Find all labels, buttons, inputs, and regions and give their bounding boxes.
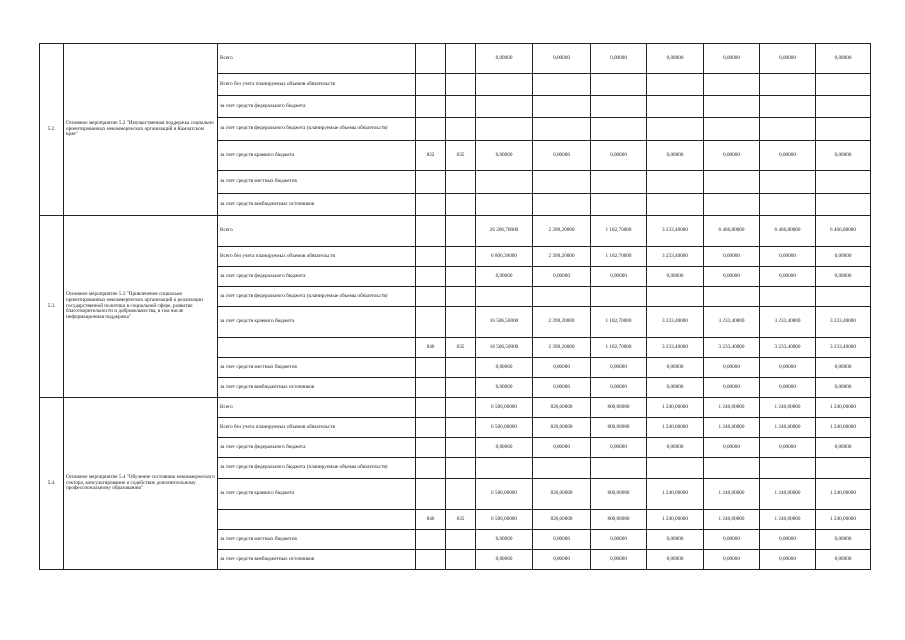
funding-source: за счет средств федерального бюджета [218,96,416,118]
section-code [446,550,476,570]
amount-cell: 1 240,00000 [704,398,760,418]
budget-table [39,43,871,570]
amount-cell [647,74,704,96]
section-code [446,118,476,141]
funding-source: Всего без учета планируемых объемов обязательств [218,418,416,438]
amount-cell [704,458,760,479]
amount-cell: 1 240,00000 [647,418,704,438]
amount-cell [533,96,591,118]
section-code [446,398,476,418]
amount-cell: 1 240,00000 [816,479,871,510]
amount-cell [591,171,647,194]
table-row [40,398,871,418]
amount-cell: 1 240,00000 [816,510,871,530]
grbs-code [416,358,446,378]
amount-cell [647,171,704,194]
amount-cell [476,118,533,141]
amount-cell [704,194,760,216]
section-code [446,96,476,118]
grbs-code [416,287,446,307]
amount-cell: 0,00000 [816,550,871,570]
amount-cell: 820,00000 [533,479,591,510]
amount-cell: 800,00000 [591,479,647,510]
amount-cell [760,287,816,307]
amount-cell: 0,00000 [704,530,760,550]
amount-cell [476,74,533,96]
grbs-code: 846 [416,338,446,358]
amount-cell: 0,00000 [760,44,816,74]
amount-cell: 0,00000 [760,530,816,550]
amount-cell [591,74,647,96]
funding-source: за счет средств федерального бюджета (планируемые объемы обязательств) [218,118,416,141]
amount-cell: 0,00000 [816,247,871,267]
grbs-code [416,74,446,96]
amount-cell: 1 240,00000 [760,479,816,510]
amount-cell: 0,00000 [760,358,816,378]
funding-source: Всего [218,398,416,418]
funding-source: за счет средств местных бюджетов [218,358,416,378]
amount-cell [816,118,871,141]
amount-cell: 0,00000 [591,378,647,398]
section-code [446,438,476,458]
amount-cell [476,194,533,216]
amount-cell: 0,00000 [760,141,816,171]
grbs-code [416,118,446,141]
amount-cell [704,74,760,96]
amount-cell: 0,00000 [647,378,704,398]
amount-cell [760,194,816,216]
amount-cell [704,118,760,141]
amount-cell: 0,00000 [476,438,533,458]
amount-cell: 0,00000 [533,378,591,398]
amount-cell: 0,00000 [591,438,647,458]
amount-cell: 1 182,70000 [591,338,647,358]
amount-cell: 0,00000 [760,438,816,458]
section-code [446,530,476,550]
amount-cell: 2 390,20000 [533,216,591,247]
amount-cell [533,74,591,96]
amount-cell: 0,00000 [760,247,816,267]
amount-cell: 0,00000 [816,267,871,287]
amount-cell: 6 466,80000 [816,216,871,247]
amount-cell: 0,00000 [704,438,760,458]
amount-cell: 6 580,00000 [476,510,533,530]
amount-cell [816,458,871,479]
grbs-code [416,438,446,458]
amount-cell: 0,00000 [704,44,760,74]
funding-source: за счет средств внебюджетных источников [218,194,416,216]
amount-cell [533,171,591,194]
section-code [446,378,476,398]
amount-cell [533,118,591,141]
section-code [446,307,476,338]
funding-source: Всего без учета планируемых объемов обязательств [218,74,416,96]
amount-cell: 0,00000 [816,44,871,74]
amount-cell [533,287,591,307]
amount-cell: 0,00000 [647,438,704,458]
amount-cell [704,96,760,118]
amount-cell: 1 240,00000 [760,510,816,530]
amount-cell: 0,00000 [704,247,760,267]
section-code [446,267,476,287]
funding-source: за счет средств краевого бюджета [218,307,416,338]
amount-cell: 0,00000 [476,44,533,74]
funding-source: за счет средств федерального бюджета (планируемые объемы обязательств) [218,458,416,479]
amount-cell: 0,00000 [760,378,816,398]
amount-cell: 0,00000 [533,141,591,171]
amount-cell [760,118,816,141]
amount-cell: 1 240,00000 [704,479,760,510]
grbs-code [416,44,446,74]
amount-cell: 820,00000 [533,510,591,530]
amount-cell: 0,00000 [816,438,871,458]
amount-cell [591,96,647,118]
amount-cell: 0,00000 [533,44,591,74]
amount-cell: 0,00000 [476,141,533,171]
amount-cell: 1 240,00000 [647,398,704,418]
amount-cell: 0,00000 [533,267,591,287]
amount-cell: 0,00000 [816,358,871,378]
amount-cell: 1 182,70000 [591,307,647,338]
amount-cell: 0,00000 [591,530,647,550]
section-number: 5.2. [40,44,64,216]
amount-cell [591,287,647,307]
funding-source [218,338,416,358]
grbs-code [416,171,446,194]
section-number: 5.3. [40,216,64,398]
amount-cell: 1 240,00000 [647,510,704,530]
grbs-code [416,216,446,247]
amount-cell [476,287,533,307]
amount-cell: 800,00000 [591,418,647,438]
amount-cell: 0,00000 [647,358,704,378]
funding-source: за счет средств местных бюджетов [218,171,416,194]
amount-cell: 3 233,40000 [760,338,816,358]
amount-cell: 0,00000 [704,358,760,378]
amount-cell: 6 466,80000 [704,216,760,247]
amount-cell: 0,00000 [591,358,647,378]
funding-source: Всего [218,216,416,247]
section-description: Основное мероприятие 5.3 "Привлечение социально ориентированных некоммерческих организаций к реализации государственной политики в социальной сфере, развитие благотворительности и добровольчества, в том числе информационная поддержка" [64,216,218,398]
section-code: 035 [446,510,476,530]
amount-cell: 1 240,00000 [704,510,760,530]
section-code [446,44,476,74]
amount-cell: 0,00000 [476,378,533,398]
amount-cell [816,74,871,96]
funding-source: за счет средств внебюджетных источников [218,378,416,398]
grbs-code [416,307,446,338]
amount-cell: 0,00000 [704,267,760,287]
table-row [40,44,871,74]
amount-cell: 1 240,00000 [647,479,704,510]
amount-cell: 0,00000 [591,44,647,74]
section-code [446,458,476,479]
amount-cell: 0,00000 [533,550,591,570]
amount-cell: 6 580,00000 [476,479,533,510]
amount-cell: 0,00000 [816,141,871,171]
section-code: 035 [446,141,476,171]
funding-source: Всего [218,44,416,74]
funding-source: Всего без учета планируемых объемов обязательств [218,247,416,267]
amount-cell: 0,00000 [647,267,704,287]
grbs-code [416,530,446,550]
amount-cell: 16 506,50000 [476,338,533,358]
amount-cell [816,171,871,194]
amount-cell [476,171,533,194]
amount-cell: 0,00000 [704,141,760,171]
section-code [446,418,476,438]
amount-cell [533,458,591,479]
grbs-code [416,458,446,479]
section-code [446,358,476,378]
amount-cell: 2 390,20000 [533,247,591,267]
section-code [446,216,476,247]
amount-cell: 3 233,40000 [816,338,871,358]
amount-cell [476,96,533,118]
amount-cell [647,194,704,216]
amount-cell: 1 182,70000 [591,247,647,267]
amount-cell: 6 580,00000 [476,398,533,418]
amount-cell: 1 240,00000 [760,398,816,418]
amount-cell: 0,00000 [760,267,816,287]
amount-cell: 0,00000 [533,530,591,550]
amount-cell: 0,00000 [704,550,760,570]
amount-cell [647,96,704,118]
grbs-code [416,479,446,510]
funding-source: за счет средств краевого бюджета [218,479,416,510]
amount-cell: 6 806,30000 [476,247,533,267]
amount-cell [647,458,704,479]
amount-cell: 0,00000 [647,530,704,550]
amount-cell [647,118,704,141]
table-row [40,216,871,247]
amount-cell: 0,00000 [533,358,591,378]
amount-cell: 3 233,40000 [647,307,704,338]
amount-cell [760,74,816,96]
amount-cell [704,287,760,307]
grbs-code [416,247,446,267]
section-code [446,287,476,307]
amount-cell [591,194,647,216]
grbs-code [416,267,446,287]
amount-cell: 0,00000 [647,550,704,570]
amount-cell [760,96,816,118]
amount-cell: 1 182,70000 [591,216,647,247]
amount-cell: 0,00000 [591,267,647,287]
section-code [446,247,476,267]
amount-cell: 0,00000 [476,267,533,287]
grbs-code [416,418,446,438]
amount-cell: 820,00000 [533,418,591,438]
amount-cell: 0,00000 [476,550,533,570]
amount-cell [591,118,647,141]
grbs-code [416,550,446,570]
funding-source [218,510,416,530]
amount-cell: 6 466,80000 [760,216,816,247]
grbs-code: 846 [416,510,446,530]
section-code [446,479,476,510]
amount-cell: 3 233,40000 [760,307,816,338]
amount-cell: 0,00000 [816,378,871,398]
amount-cell: 800,00000 [591,510,647,530]
amount-cell: 3 233,40000 [704,338,760,358]
section-code [446,194,476,216]
amount-cell: 3 233,40000 [647,216,704,247]
amount-cell: 2 390,20000 [533,307,591,338]
grbs-code [416,398,446,418]
amount-cell [816,287,871,307]
amount-cell: 0,00000 [533,438,591,458]
section-description: Основное мероприятие 5.2 "Имущественная поддержка социально ориентированных некоммерческих организаций в Камчатском крае" [64,44,218,216]
amount-cell: 0,00000 [591,141,647,171]
amount-cell [647,287,704,307]
grbs-code: 822 [416,141,446,171]
table-body [40,44,871,570]
amount-cell: 1 240,00000 [816,398,871,418]
amount-cell: 1 240,00000 [704,418,760,438]
grbs-code [416,194,446,216]
amount-cell: 16 506,50000 [476,307,533,338]
section-code [446,171,476,194]
amount-cell: 1 240,00000 [760,418,816,438]
section-number: 5.4. [40,398,64,570]
amount-cell [760,458,816,479]
amount-cell: 0,00000 [704,378,760,398]
grbs-code [416,96,446,118]
amount-cell: 3 233,40000 [647,247,704,267]
amount-cell: 0,00000 [647,44,704,74]
amount-cell: 3 233,40000 [647,338,704,358]
amount-cell [760,171,816,194]
amount-cell: 3 233,40000 [704,307,760,338]
amount-cell [476,458,533,479]
amount-cell: 800,00000 [591,398,647,418]
amount-cell [816,96,871,118]
funding-source: за счет средств внебюджетных источников [218,550,416,570]
section-code [446,74,476,96]
amount-cell: 0,00000 [816,530,871,550]
amount-cell: 0,00000 [476,358,533,378]
amount-cell: 3 233,40000 [816,307,871,338]
funding-source: за счет средств федерального бюджета (планируемые объемы обязательств) [218,287,416,307]
section-code: 035 [446,338,476,358]
amount-cell: 0,00000 [476,530,533,550]
amount-cell [591,458,647,479]
section-description: Основное мероприятие 5.4 "Обучение состоянию некоммерческого сектора, консультирование и содействие дополнительному профессиональному образованию" [64,398,218,570]
amount-cell: 820,00000 [533,398,591,418]
funding-source: за счет средств краевого бюджета [218,141,416,171]
amount-cell [533,194,591,216]
amount-cell: 2 390,20000 [533,338,591,358]
amount-cell [704,171,760,194]
amount-cell: 0,00000 [760,550,816,570]
amount-cell: 1 240,00000 [816,418,871,438]
funding-source: за счет средств федерального бюджета [218,267,416,287]
funding-source: за счет средств федерального бюджета [218,438,416,458]
amount-cell: 26 206,70000 [476,216,533,247]
amount-cell: 6 580,00000 [476,418,533,438]
amount-cell: 0,00000 [647,141,704,171]
grbs-code [416,378,446,398]
amount-cell: 0,00000 [591,550,647,570]
funding-source: за счет средств местных бюджетов [218,530,416,550]
amount-cell [816,194,871,216]
